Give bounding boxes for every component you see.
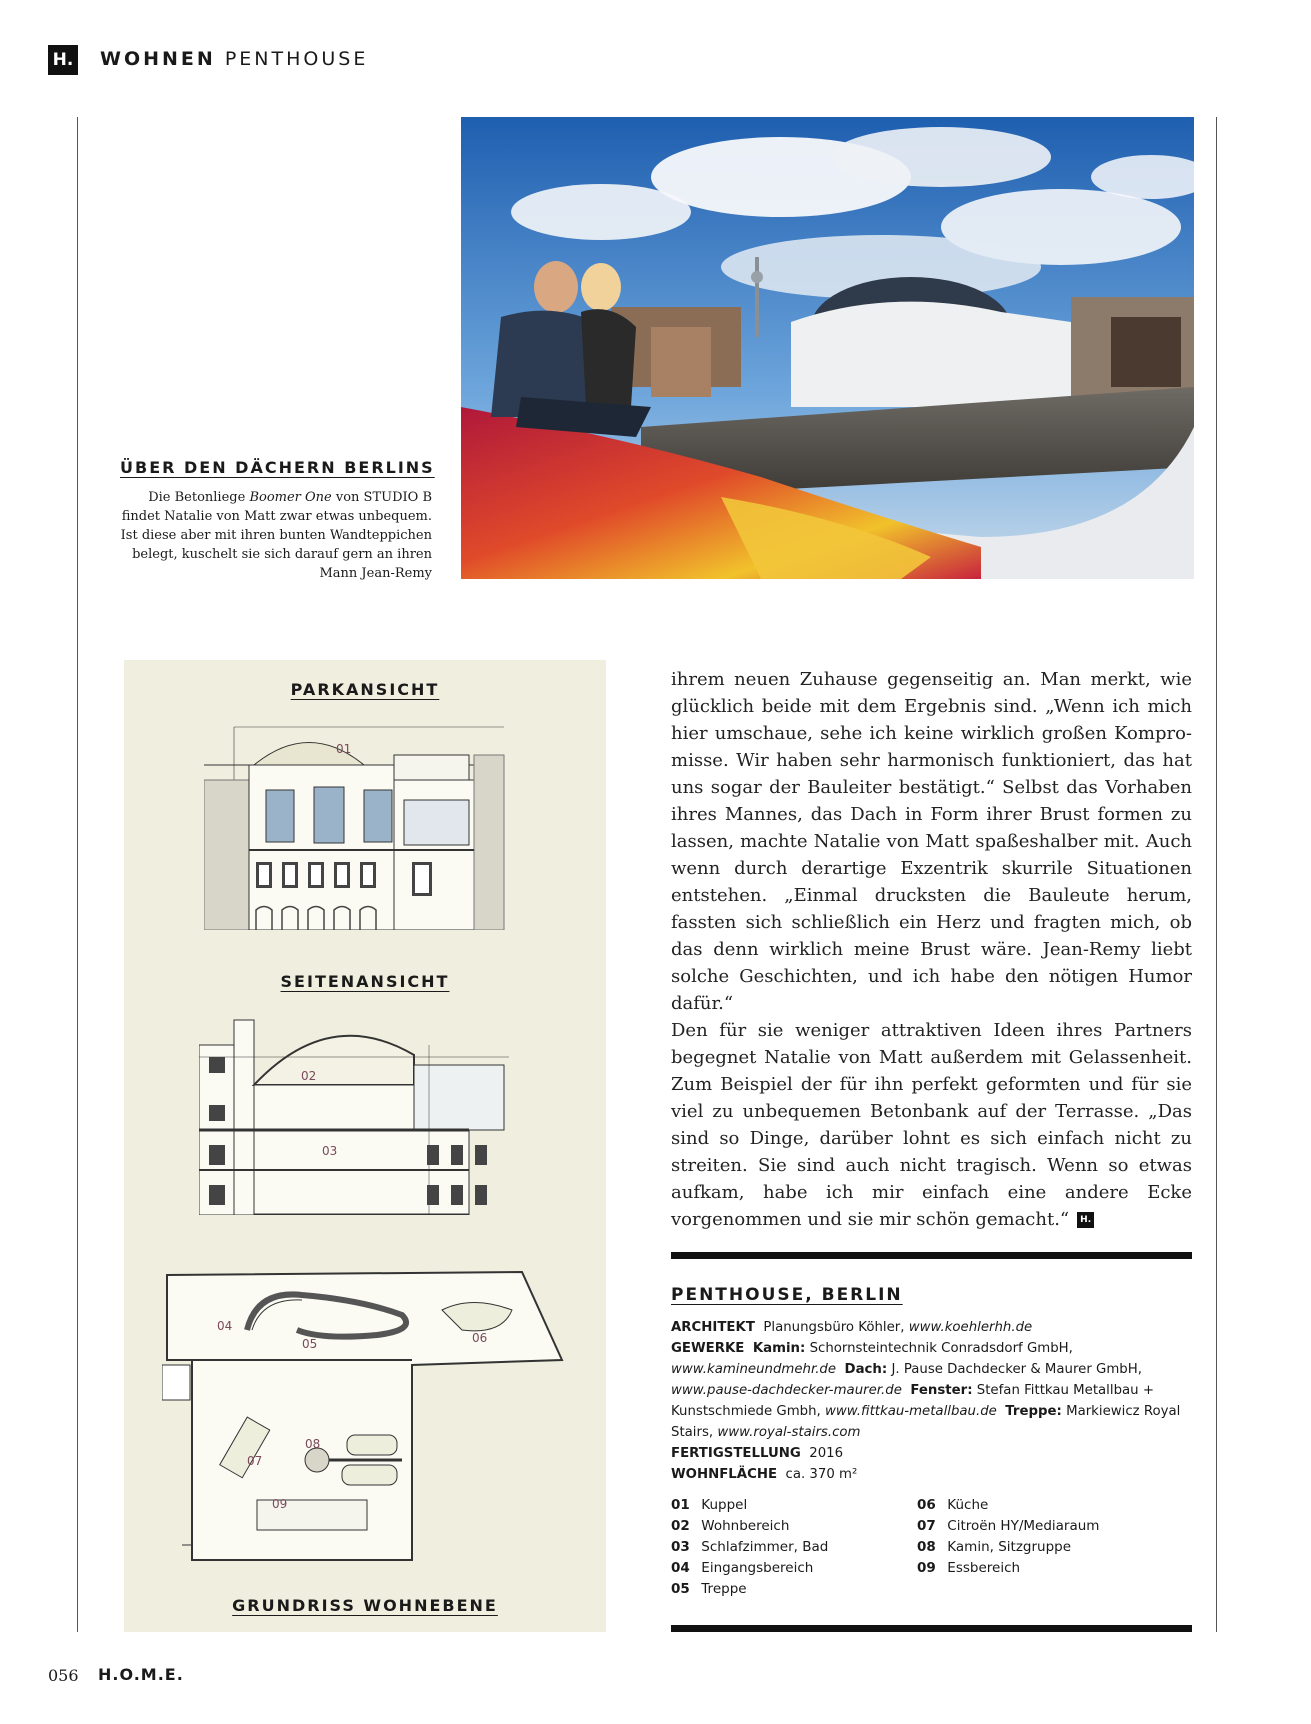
legend-item	[671, 1579, 911, 1600]
treppe-label: Treppe:	[1005, 1404, 1062, 1419]
info-title: PENTHOUSE, BERLIN	[671, 1285, 903, 1305]
caption-part-2: von STUDIO B findet Natalie von Matt zwar etwas unbequem. Ist diese aber mit ihren bunten Wandteppichen belegt, kuschelt sie sich darauf gern an ihren Mann Jean-Remy	[120, 490, 432, 581]
fertigstellung-label: FERTIGSTELLUNG	[671, 1446, 801, 1461]
legend-num: 05	[671, 1581, 690, 1597]
info-bottom-bar	[671, 1625, 1192, 1632]
architekt-url: www.koehlerhh.de	[908, 1320, 1033, 1335]
magazine-logo	[48, 45, 78, 75]
dach-label: Dach:	[844, 1362, 888, 1377]
legend-num: 01	[671, 1497, 690, 1513]
legend-item	[917, 1558, 1192, 1579]
plan-label-09: 09	[272, 1497, 288, 1511]
caption-italic: Boomer One	[249, 490, 332, 505]
caption-text	[118, 488, 432, 583]
section-light: PENTHOUSE	[224, 48, 369, 70]
legend-name: Kuppel	[701, 1497, 748, 1513]
fenster-url: www.fittkau-metallbau.de	[824, 1404, 997, 1419]
dach-url: www.pause-dachdecker-maurer.de	[671, 1383, 902, 1398]
legend-num: 09	[917, 1560, 936, 1576]
side-view-title: SEITENANSICHT	[280, 972, 450, 991]
legend-name: Eingangsbereich	[701, 1560, 814, 1576]
plan-label-08: 08	[305, 1437, 321, 1451]
plan-label-02: 02	[301, 1069, 317, 1083]
kamin-value: Schornsteintechnik Conradsdorf GmbH,	[809, 1341, 1073, 1356]
legend-name: Treppe	[701, 1581, 747, 1597]
right-rule	[1216, 117, 1217, 1632]
plan-label-03: 03	[322, 1144, 338, 1158]
plan-label-06: 06	[472, 1331, 488, 1345]
architekt-label: ARCHITEKT	[671, 1320, 755, 1335]
rooftop-photo	[461, 117, 1194, 579]
photo-illustration	[461, 117, 1194, 579]
legend-item	[671, 1495, 911, 1516]
info-credits	[671, 1317, 1192, 1485]
floor-plan-drawing	[162, 1270, 572, 1570]
dach-value: J. Pause Dachdecker & Maurer GmbH,	[891, 1362, 1142, 1377]
legend-name: Schlafzimmer, Bad	[701, 1539, 829, 1555]
gewerke-label: GEWERKE	[671, 1341, 745, 1356]
fenster-label: Fenster:	[910, 1383, 973, 1398]
plan-label-07: 07	[247, 1454, 263, 1468]
end-mark-icon: H.	[1077, 1212, 1094, 1228]
body-paragraph-2-text: Den für sie weniger attraktiven Ideen ihres Partners begegnet Natalie von Matt außerdem mit Gelassenheit. Zum Beispiel der für ihn perfekt geformten und für sie viel zu unbequemen Betonbank auf der Terrasse. „Das sind so Dinge, darüber lohnt es sich einfach nicht zu streiten. Sie sind auch nicht tragisch. Wenn so etwas aufkam, habe ich mir einfach eine andere Ecke vorgenommen und sie mir schön gemacht.“	[671, 1020, 1192, 1230]
legend-num: 04	[671, 1560, 690, 1576]
legend-num: 08	[917, 1539, 936, 1555]
left-rule	[77, 117, 78, 1632]
body-paragraph-1: ihrem neuen Zuhause gegenseitig an. Man merkt, wie glücklich beide mit dem Ergebnis sind. „Wenn ich mich hier umschaue, sehe ich keine wirklich großen Kompromisse. Wir haben sehr harmonisch funktioniert, das hat uns sogar der Bauleiter bestätigt.“ Selbst das Vorhaben ihres Mannes, das Dach in Form ihrer Brust formen zu lassen, machte Natalie von Matt spaßeshalber mit. Auch wenn durch derartige Exzentrik skurrile Situationen entstehen. „Einmal drucksten die Bauleute herum, fassten sich schließlich ein Herz und fragten mich, ob das denn wirklich meine Brust wäre. Jean-Remy liebt solche Geschichten, und ich habe den nötigen Humor dafür.“	[671, 669, 1192, 1014]
fertigstellung-value: 2016	[809, 1446, 844, 1461]
floor-plan-title: GRUNDRISS WOHNEBENE	[232, 1596, 498, 1615]
body-paragraph-2	[671, 1017, 1192, 1233]
legend-item	[917, 1537, 1192, 1558]
side-view-drawing	[199, 1015, 539, 1215]
kamin-url: www.kamineundmehr.de	[671, 1362, 837, 1377]
logo-text: H.	[52, 50, 74, 70]
caption-part-1: Die Betonliege	[148, 490, 250, 505]
plan-label-05: 05	[302, 1337, 318, 1351]
info-top-bar	[671, 1252, 1192, 1259]
kamin-label: Kamin:	[752, 1341, 806, 1356]
legend-item	[671, 1537, 911, 1558]
legend-item	[671, 1516, 911, 1537]
legend-name: Citroën HY/Mediaraum	[947, 1518, 1100, 1534]
section-bold: WOHNEN	[100, 48, 216, 70]
page-number: 056	[48, 1666, 79, 1685]
legend-name: Küche	[947, 1497, 989, 1513]
legend-item	[917, 1516, 1192, 1537]
legend-num: 06	[917, 1497, 936, 1513]
plans-panel	[124, 660, 606, 1632]
legend-item	[917, 1495, 1192, 1516]
architekt-value: Planungsbüro Köhler,	[763, 1320, 909, 1335]
legend-num: 03	[671, 1539, 690, 1555]
legend-left	[671, 1495, 911, 1600]
legend-name: Kamin, Sitzgruppe	[947, 1539, 1072, 1555]
legend-num: 07	[917, 1518, 936, 1534]
park-view-title: PARKANSICHT	[290, 680, 440, 699]
wohnflaeche-label: WOHNFLÄCHE	[671, 1467, 778, 1482]
plan-label-01: 01	[336, 742, 352, 756]
legend-item	[671, 1558, 911, 1579]
article-body	[671, 666, 1192, 1233]
wohnflaeche-value: ca. 370 m²	[785, 1467, 858, 1482]
caption-title: ÜBER DEN DÄCHERN BERLINS	[120, 458, 435, 477]
section-title	[100, 48, 368, 70]
legend-name: Wohnbereich	[701, 1518, 790, 1534]
plan-label-04: 04	[217, 1319, 233, 1333]
legend-name: Essbereich	[947, 1560, 1021, 1576]
magazine-name: H.O.M.E.	[98, 1665, 184, 1684]
park-view-drawing	[204, 725, 524, 930]
legend-right	[917, 1495, 1192, 1579]
treppe-value: Markiewicz Royal Stairs,	[671, 1404, 1181, 1440]
legend-num: 02	[671, 1518, 690, 1534]
treppe-url: www.royal-stairs.com	[717, 1425, 861, 1440]
fenster-value: Stefan Fittkau Metallbau + Kunstschmiede Gmbh,	[671, 1383, 1154, 1419]
